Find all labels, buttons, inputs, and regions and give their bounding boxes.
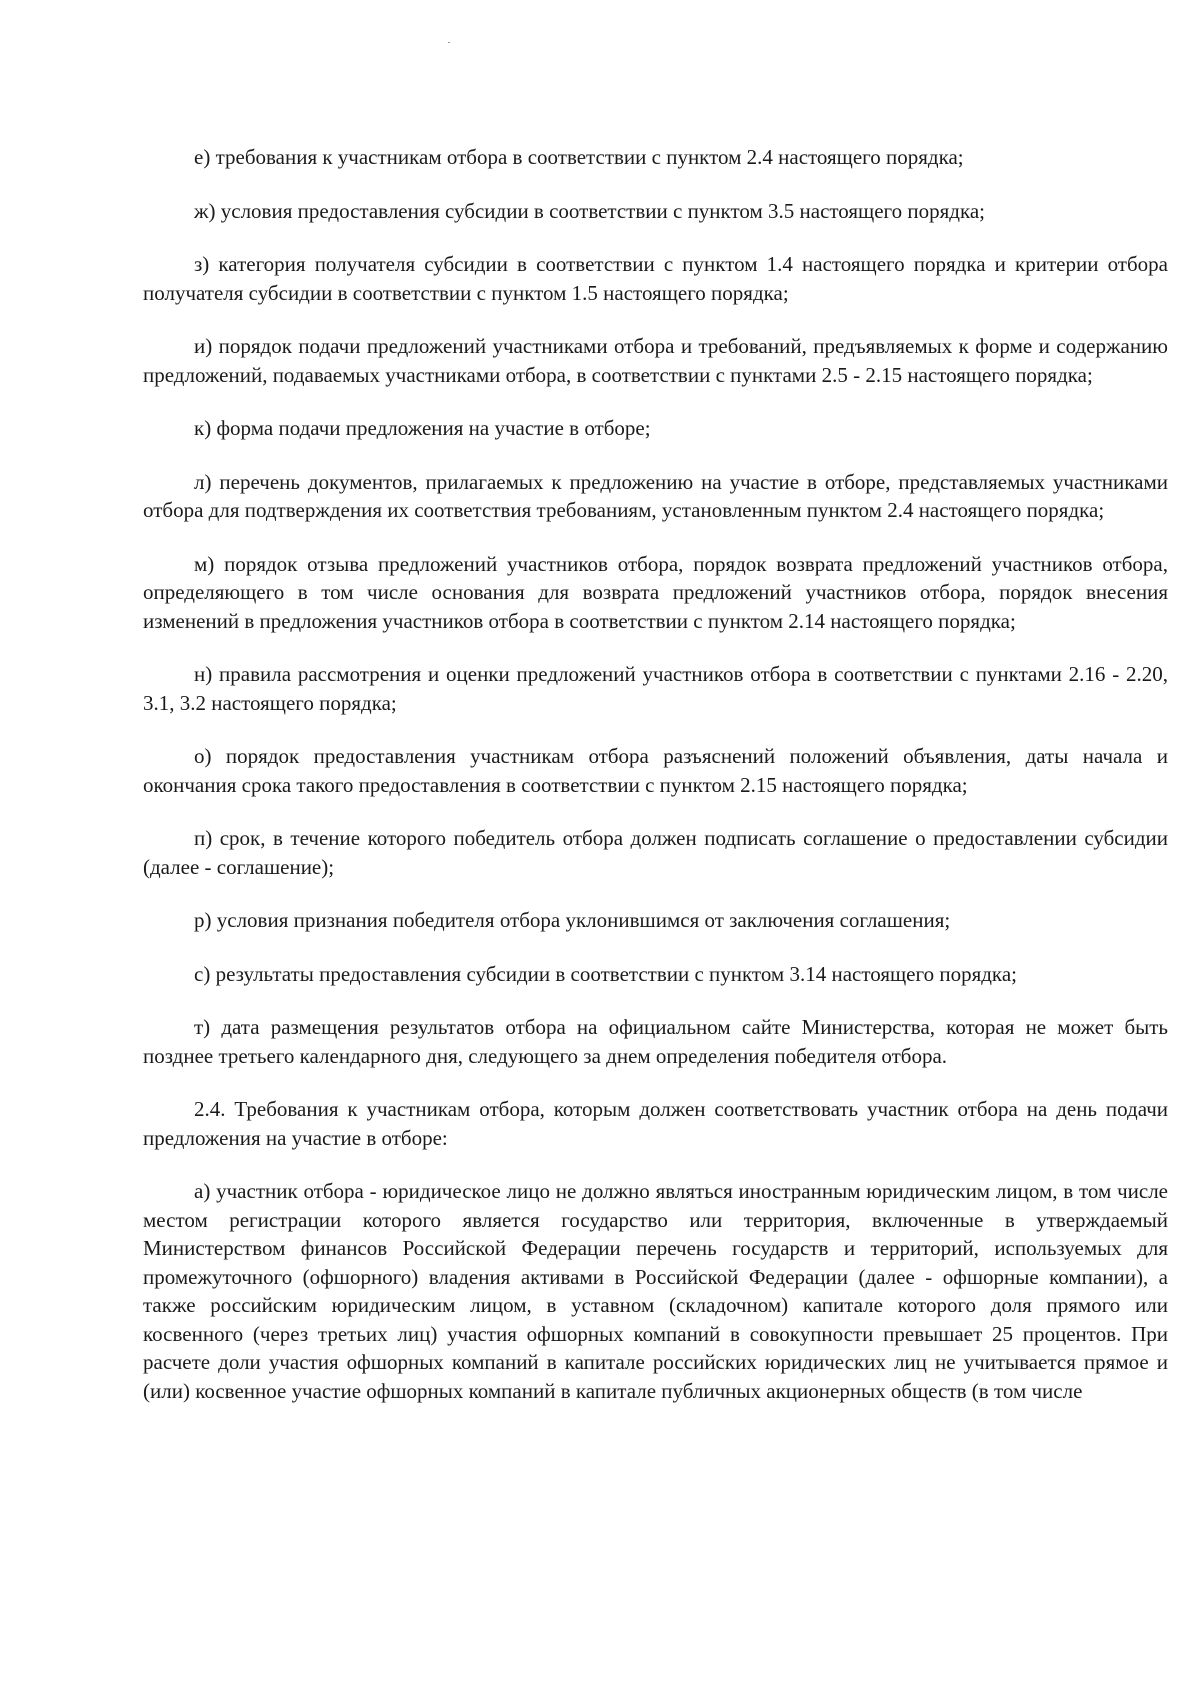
list-item-m: м) порядок отзыва предложений участников отбора, порядок возврата предложений участников отбора, определяющего в том числе основания для возврата предложений участников отбора, порядок внесения изменений в предложения участников отбора в соответствии с пунктом 2.14 настоящего порядка; <box>143 551 1168 633</box>
list-item-k: к) форма подачи предложения на участие в отборе; <box>194 416 651 440</box>
list-item-zh: ж) условия предоставления субсидии в соответствии с пунктом 3.5 настоящего порядка; <box>194 198 986 223</box>
list-item-r: р) условия признания победителя отбора уклонившимся от заключения соглашения; <box>194 908 951 932</box>
list-item-i: и) порядок подачи предложений участниками отбора и требований, предъявляемых к форме и содержанию предложений, подаваемых участниками отбора, в соответствии с пунктами 2.5 - 2.15 настоящего порядка; <box>143 334 1168 387</box>
list-item-s: с) результаты предоставления субсидии в соответствии с пунктом 3.14 настоящего порядка; <box>194 961 1017 986</box>
list-item-n: н) правила рассмотрения и оценки предложений участников отбора в соответствии с пунктами 2.16 - 2.20, 3.1, 3.2 настоящего порядка; <box>143 662 1168 715</box>
list-item-t: т) дата размещения результатов отбора на официальном сайте Министерства, которая не может быть позднее третьего календарного дня, следующего за днем определения победителя отбора. <box>143 1015 1168 1068</box>
list-item-z: з) категория получателя субсидии в соответствии с пунктом 1.4 настоящего порядка и критерии отбора получателя субсидии в соответствии с пунктом 1.5 настоящего порядка; <box>143 252 1168 305</box>
scan-speck <box>448 42 450 43</box>
section-2-4-heading: 2.4. Требования к участникам отбора, которым должен соответствовать участник отбора на день подачи предложения на участие в отборе: <box>143 1097 1168 1150</box>
list-item-l: л) перечень документов, прилагаемых к предложению на участие в отборе, представляемых участниками отбора для подтверждения их соответствия требованиям, установленным пунктом 2.4 настоящего порядка; <box>143 469 1168 522</box>
list-item-o: о) порядок предоставления участникам отбора разъяснений положений объявления, даты начала и окончания срока такого предоставления в соответствии с пунктом 2.15 настоящего порядка; <box>143 744 1168 797</box>
requirement-item-a: а) участник отбора - юридическое лицо не должно являться иностранным юридическим лицом, в том числе местом регистрации которого является государство или территория, включенные в утверждаемый Министерством финансов Российской Федерации перечень государств и территорий, используемых для промежуточного (офшорного) владения активами в Российской Федерации (далее - офшорные компании), а также российским юридическим лицом, в уставном (складочном) капитале которого доля прямого или косвенного (через третьих лиц) участия офшорных компаний в совокупности превышает 25 процентов. При расчете доли участия офшорных компаний в капитале российских юридических лиц не учитывается прямое и (или) косвенное участие офшорных компаний в капитале публичных акционерных обществ (в том числе <box>143 1179 1168 1403</box>
list-item-p: п) срок, в течение которого победитель отбора должен подписать соглашение о предоставлении субсидии (далее - соглашение); <box>143 826 1168 879</box>
list-item-e: е) требования к участникам отбора в соответствии с пунктом 2.4 настоящего порядка; <box>194 145 964 169</box>
document-body <box>143 143 1168 1430</box>
